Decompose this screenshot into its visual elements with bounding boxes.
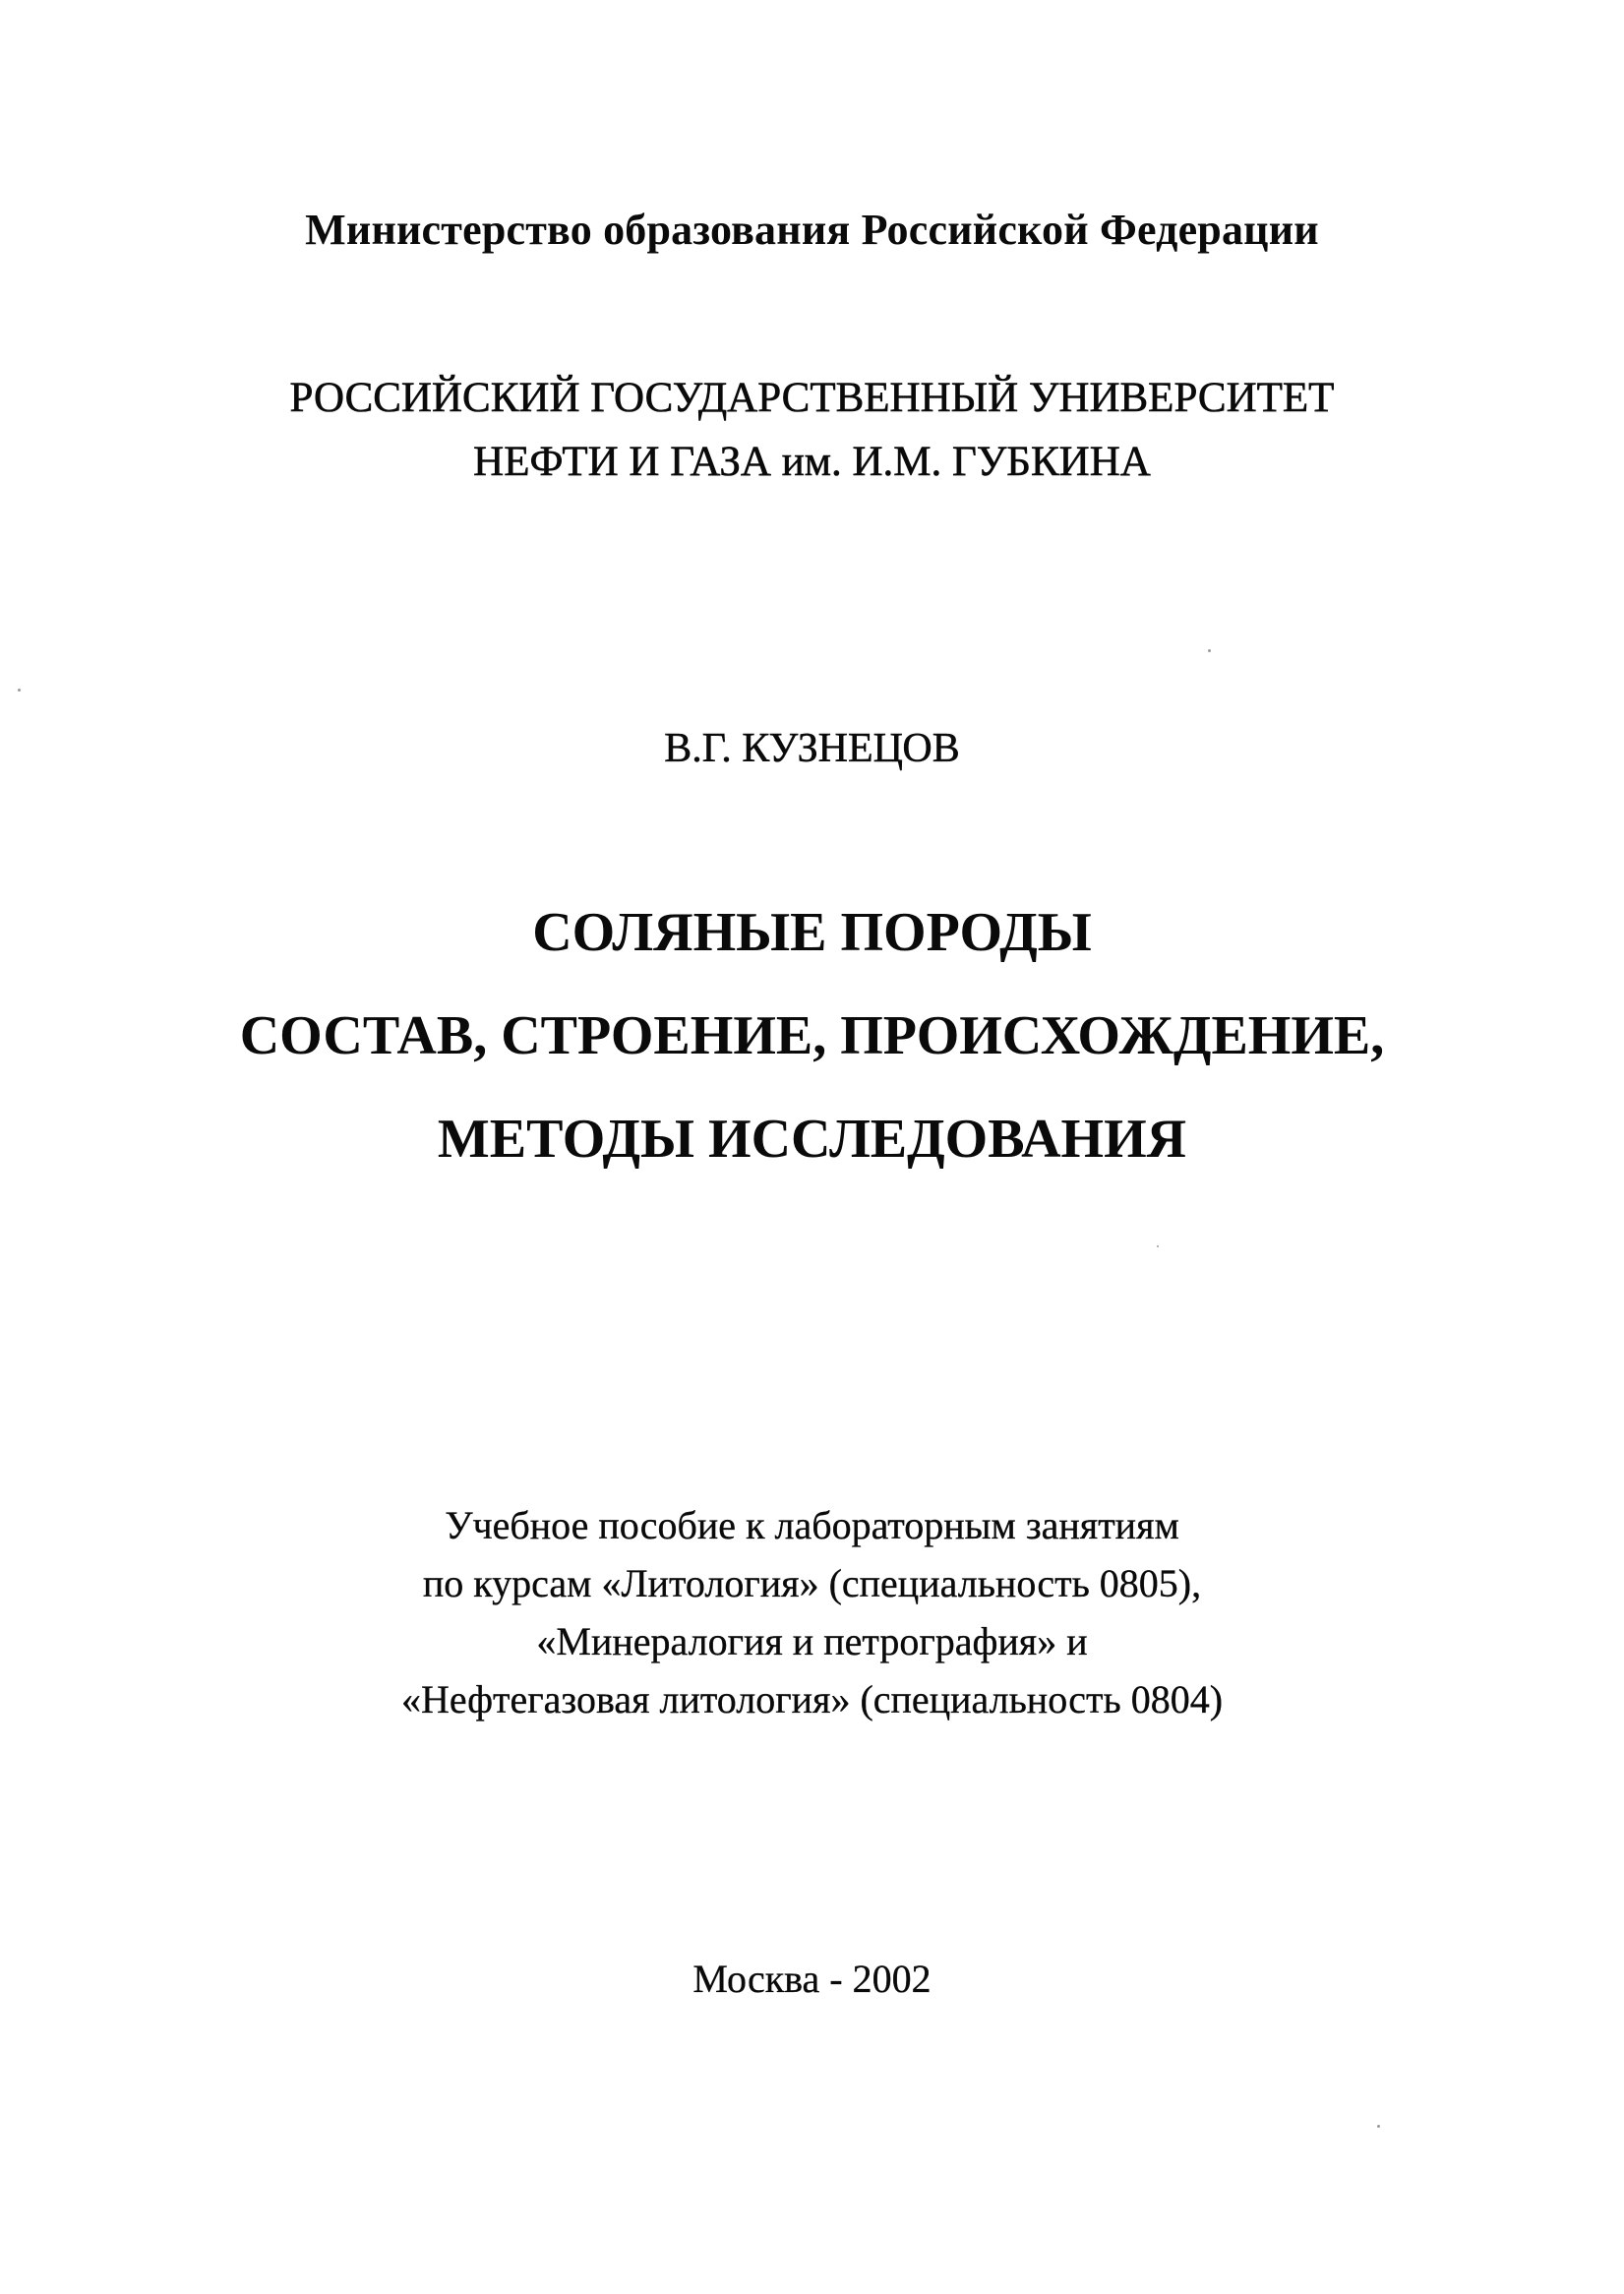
book-title-line-3: МЕТОДЫ ИССЛЕДОВАНИЯ <box>437 1109 1187 1170</box>
description-line-2: по курсам «Литология» (специальность 0805), <box>422 1561 1202 1605</box>
scan-speck <box>1157 1245 1159 1247</box>
description-line-1: Учебное пособие к лабораторным занятиям <box>445 1503 1179 1547</box>
description-line-4: «Нефтегазовая литология» (специальность 0804) <box>400 1677 1224 1721</box>
university-name-line-1: РОССИЙСКИЙ ГОСУДАРСТВЕННЫЙ УНИВЕРСИТЕТ <box>289 375 1335 421</box>
ministry-line: Министерство образования Российской Федерации <box>305 206 1319 254</box>
city-year-imprint: Москва - 2002 <box>692 1957 932 2001</box>
scan-speck <box>1377 2125 1380 2128</box>
scan-speck <box>1208 649 1211 652</box>
description-line-3: «Минералогия и петрография» и <box>536 1619 1088 1663</box>
scan-speck <box>18 689 21 692</box>
book-title-line-2: СОСТАВ, СТРОЕНИЕ, ПРОИСХОЖДЕНИЕ, <box>239 1005 1385 1066</box>
university-name-line-2: НЕФТИ И ГАЗА им. И.М. ГУБКИНА <box>473 439 1151 485</box>
author-name: В.Г. КУЗНЕЦОВ <box>664 726 960 771</box>
book-title-line-1: СОЛЯНЫЕ ПОРОДЫ <box>532 902 1092 963</box>
